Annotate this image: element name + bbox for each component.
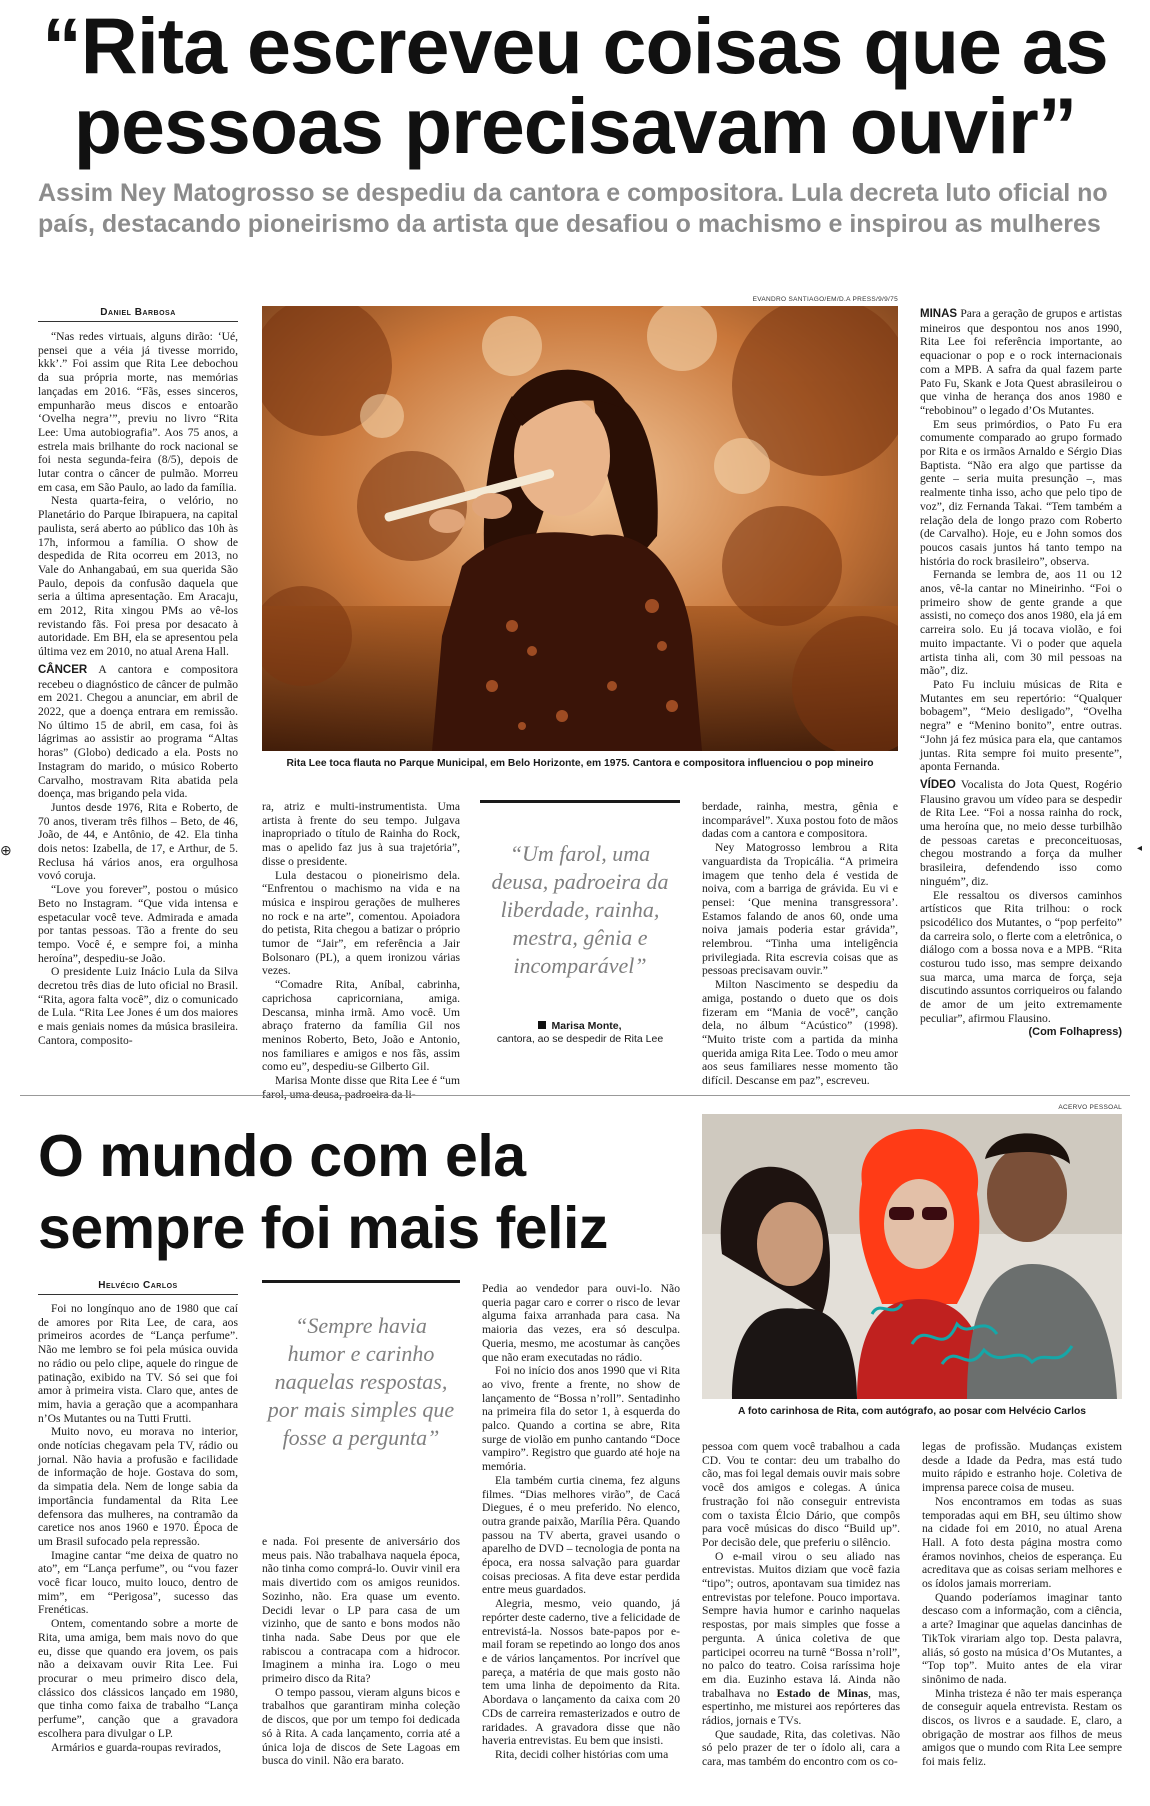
paragraph: O presidente Luiz Inácio Lula da Silva decretou três dias de luto oficial no Brasil. “Rita, agora falta você”, diz o comunicado de Lula. “Rita Lee Jones é um dos maiores e mais geniais nomes da música brasileira. Cantora, composito- — [38, 965, 238, 1047]
quote-author: Marisa Monte, — [538, 1020, 621, 1032]
paragraph: Quando poderíamos imaginar tanto descaso com a informação, com a ciência, a arte? Imaginar que aquelas dancinhas de TikTok virariam algo top. Desta palavra, aliás, só gosto na música d’Os Mutantes, a “Top top”. Muito antes de ela virar sinônimo de nada. — [922, 1590, 1122, 1686]
paragraph: O e-mail virou o seu aliado nas entrevistas. Muitos diziam que você fazia “tipo”; outros, apontavam sua timidez nas entrevistas por telefone. Pouco importava. Sempre havia humor e carinho naquelas respostas, por mais simples que fosse a pergunta. A única coletiva de que participei ocorreu na turnê “Bossa n’roll”, no palco do teatro. Coisa raríssima hoje em dia. Euzinho estava lá. Ainda não trabalhava no Estado de Minas, mas, espertinho, me misturei aos repórteres das rádios, jornais e TVs. — [702, 1549, 900, 1728]
paragraph: Lula destacou o pioneirismo dela. “Enfrentou o machismo na vida e na música e inspirou gerações de mulheres no rock e na arte”, comentou. Apoiadora do petista, Rita chegou a batizar o próprio tumor de “Jair”, em referência a Jair Bolsonaro (PL), a quem ironizou várias vezes. — [262, 868, 460, 978]
main-column-2 — [262, 800, 460, 1101]
section-kicker: VÍDEO — [920, 778, 956, 791]
main-column-5 — [920, 307, 1122, 1039]
newspaper-name: Estado de Minas — [776, 1686, 869, 1700]
main-headline: “Rita escreveu coisas que as pessoas precisavam ouvir” — [42, 1, 1108, 170]
paragraph: Armários e guarda-roupas revirados, — [51, 1740, 221, 1754]
paragraph: Alegria, mesmo, veio quando, já repórter deste caderno, tive a felicidade de entrevistá-la. Nossos bate-papos por e-mail foram se repetindo ao longo dos anos e de vários lançamentos. Por incrível que pareça, a matéria de que mais gosto não tem uma linha de depoimento da Rita. Abordava o lançamento da caixa com 20 CDs de carreira remasterizados e outro de raridades. A gravadora disse que não haveria entrevistas. Eu bem que insisti. — [482, 1597, 680, 1748]
section-kicker: MINAS — [920, 308, 958, 320]
paragraph: Ele ressaltou os diversos caminhos artísticos que Rita trilhou: o rock psicodélico dos Mutantes, o “pop perfeito” da carreira solo, o flerte com a eletrônica, o diálogo com a bossa nova e a MPB. “Rita costurou tudo isso, mas sempre deixando sua marca, uma marca de força, seja discutindo assuntos corriqueiros ou falando de amor de um jeito extremamente peculiar”, afirmou Flausino. — [920, 888, 1122, 1025]
paragraph: legas de profissão. Mudanças existem desde a Idade da Pedra, mas está tudo muito rápido e estranho hoje. Coletiva de imprensa parece coisa de museu. — [922, 1440, 1122, 1495]
main-column-1 — [38, 330, 238, 1048]
pull-quote-attribution — [482, 1020, 678, 1046]
second-column-1 — [38, 1302, 238, 1754]
paragraph: berdade, rainha, mestra, gênia e incomparável”. Xuxa postou foto de mãos dadas com a cantora e compositora. — [702, 800, 898, 841]
paragraph: Pedia ao vendedor para ouvi-lo. Não queria pagar caro e correr o risco de levar alguma faixa arranhada para casa. Na maioria das vezes, era só desculpa. Queria, mesmo, me acostumar às canções que não eram executadas no rádio. — [482, 1282, 680, 1364]
second-headline: O mundo com ela sempre foi mais feliz — [38, 1123, 608, 1261]
paragraph: Em seus primórdios, o Pato Fu era comumente comparado ao grupo formado por Rita e os irmãos Arnaldo e Sérgio Dias Baptista. “Não era algo que partisse da gente – seria muita presunção –, mas realmente tinha isso, acho que pelo tipo de voz”, diz Fernanda Takai. “Tem também a relação dela de longo prazo com Roberto (de Carvalho). Hoje, eu e John somos dos poucos casais juntos há tanto tempo na história do rock brasileiro”, observa. — [920, 417, 1122, 568]
paragraph: Foi no início dos anos 1990 que vi Rita ao vivo, frente a frente, no show de lançamento de “Bossa n’roll”. Sentadinho na primeira fila do setor 1, à esquerda do palco. Quando a cortina se abre, Rita surge de violão em punho cantando “Doce vampiro”. Registro que guardo até hoje na memória. — [482, 1364, 680, 1474]
pull-quote-rule — [480, 800, 680, 803]
photo-caption: A foto carinhosa de Rita, com autógrafo, ao posar com Helvécio Carlos — [737, 1406, 1087, 1417]
pull-quote-rule — [262, 1280, 460, 1283]
paragraph: Rita, decidi colher histórias com uma — [495, 1747, 669, 1761]
paragraph: Imagine cantar “me deixa de quatro no ato”, em “Lança perfume”, ou “vou fazer você ficar louco, muito louco, dentro de mim”, em “Perigosa”, sucesso das Frenéticas. — [38, 1548, 238, 1617]
quote-author-desc: cantora, ao se despedir de Rita Lee — [496, 1033, 664, 1045]
paragraph: “Love you forever”, postou o músico Beto no Instagram. “Que vida intensa e espetacular você teve. Admirada e amada por tantas pessoas. Tão a frente do seu tempo. Você é, e sempre foi, a minha heroína”, despediu-se João. — [38, 883, 238, 965]
paragraph: ra, atriz e multi-instrumentista. Uma artista à frente do seu tempo. Julgava inapropriado o título de Rainha do Rock, mas o apelido faz jus à sua trajetória”, disse o presidente. — [262, 800, 460, 868]
paragraph: Nos encontramos em todas as suas temporadas aqui em BH, seu último show na cidade foi em 2010, no atual Arena Hall. A foto desta página mostra como éramos novinhos, cheios de esperança. Eu acreditava que as coisas seriam melhores e os ídolos jamais morreriam. — [922, 1494, 1122, 1591]
rita-flute-photo — [262, 306, 898, 751]
second-column-4 — [702, 1440, 900, 1769]
main-byline: Daniel Barbosa — [38, 307, 238, 322]
paragraph: “Comadre Rita, Aníbal, cabrinha, caprichosa capricorniana, amiga. Descansa, minha irmã. Amo você. Um abraço fraterno da família Gil nos meninos Roberto, Beto, João e Antonio, nos familiares e amigos e nos fãs, assim como eu”, despediu-se Gilberto Gil. — [262, 978, 460, 1074]
second-byline: Helvécio Carlos — [38, 1280, 238, 1295]
registration-mark-icon: ⊕ — [0, 844, 12, 859]
photo-caption: Rita Lee toca flauta no Parque Municipal, em Belo Horizonte, em 1975. Cantora e compositora influenciou o pop mineiro — [286, 758, 874, 769]
paragraph: MINAS Para a geração de grupos e artistas mineiros que despontou nos anos 1990, Rita Lee foi referência importante, ao equacionar o pop e o rock internacionais com a MPB. A safra da qual fazem parte Pato Fu, Skank e Jota Quest abrasileirou o que vinha de herança dos anos 1980 e “rebobinou” o legado d’Os Mutantes. — [920, 307, 1122, 417]
photo-illustration — [702, 1114, 1122, 1399]
photo-illustration — [262, 306, 898, 751]
agency-credit: (Com Folhapress) — [1028, 1025, 1122, 1038]
section-divider — [20, 1095, 1130, 1096]
paragraph: Nesta quarta-feira, o velório, no Planetário do Parque Ibirapuera, na capital paulista, será aberto ao público das 10h às 17h, informou a família. O show de despedida de Rita ocorreu em 2013, no Vale do Anhangabaú, em sua querida São Paulo, depois da confusão daquela que seria a última apresentação. Em Aracaju, em 2012, Rita xingou PMs ao vê-los revistando fãs. Foi presa por desacato à autoridade. Em BH, ela se apresentou pela última vez em 2010, no atual Arena Hall. — [38, 494, 238, 659]
photo-credit: EVANDRO SANTIAGO/EM/D.A PRESS/9/9/75 — [752, 296, 898, 303]
photo-credit: ACERVO PESSOAL — [1058, 1104, 1122, 1111]
paragraph: Minha tristeza é não ter mais esperança de conseguir aquela entrevista. Restam os discos, os livros e a saudade. E, claro, a obrigação de mostrar aos filhos de meus amigos que o mundo com Rita Lee sempre foi mais feliz. — [922, 1686, 1122, 1769]
second-column-3 — [482, 1282, 680, 1762]
paragraph: pessoa com quem você trabalhou a cada CD. Vou te contar: deu um trabalho do cão, mas foi legal demais ouvir mais sobre você dos amigos e colegas. A única frustração foi não conseguir entrevista com o taxista Élcio Dário, que compôs para você músicas do disco “Build up”. Por decisão dele, que preferiu o silêncio. — [702, 1440, 900, 1549]
paragraph: VÍDEO Vocalista do Jota Quest, Rogério Flausino gravou um vídeo para se despedir de Rita Lee. “Foi a nossa rainha do rock, uma heroína que, no meio desse turbilhão de pessoas caretas e preconceituosas, chegou mostrando a força da mulher brasileira, defendendo isso como ninguém”, diz. — [920, 777, 1122, 888]
paragraph: Foi no longínquo ano de 1980 que caí de amores por Rita Lee, de cara, aos primeiros acordes de “Lança perfume”. Não me lembro se foi pela música ouvida no rádio ou pelo clipe, aquele do ringue de patinação, exibido na TV. Só sei que foi amor à primeira vista. Claro que, antes de mim, havia a geração que a acompanhara n’Os Mutantes ou na Tutti Frutti. — [38, 1302, 238, 1425]
main-subheadline: Assim Ney Matogrosso se despediu da cantora e compositora. Lula decreta luto oficial no país, destacando pioneirismo da artista que desafiou o machismo e inspirou as mulheres — [38, 179, 1108, 238]
paragraph: Pato Fu incluiu músicas de Rita e Mutantes em seu repertório: “Qualquer bobagem”, “Meio desligado”, “Ovelha negra” e “Menino bonito”, entre outras. “John já fez música para ela, que cantamos juntas. Rita sempre foi muito presente”, aponta Fernanda. — [920, 677, 1122, 774]
paragraph: Marisa Monte disse que Rita Lee é “um farol, uma deusa, padroeira da li- — [262, 1074, 460, 1101]
paragraph: Muito novo, eu morava no interior, onde notícias chegavam pela TV, rádio ou jornal. Não havia a profusão e facilidade de informação de hoje. Gostava do som, da simpatia dela. Nem de longe sabia da importância fundamental da Rita Lee defensora das mulheres, na contramão da caretice nos anos 1960 e 1970. Época de um Brasil sufocado pela repressão. — [38, 1425, 238, 1548]
paragraph: “Nas redes virtuais, alguns dirão: ‘Ué, pensei que a véia já tivesse morrido, kkk’.” Foi assim que Rita Lee debochou da sua própria morte, nas memórias lançadas em 2016. “Fãs, esses sinceros, empunharão meus discos e entoarão ‘Ovelha negra’”, previu no livro “Rita Lee: Uma autobiografia”. Aos 75 anos, a estrela mais brilhante do rock nacional se foi nesta segunda-feira (8/5), depois de lutar contra o câncer de pulmão. Morreu em casa, em São Paulo, ao lado da família. — [38, 330, 238, 494]
paragraph: Juntos desde 1976, Rita e Roberto, de 70 anos, tiveram três filhos – Beto, de 46, João, de 44, e Antônio, de 42. Ela tinha dois netos: Izabella, de 17, e Arthur, de 5. Reclusa há vários anos, era orgulhosa vovó coruja. — [38, 800, 238, 883]
paragraph: e nada. Foi presente de aniversário dos meus pais. Não trabalhava naquela época, não tinha como comprá-lo. Ouvir vinil era mais divertido com os amigos reunidos. Sozinho, não. Era quase um evento. Decidi levar o LP para casa de um vizinho, que de santo e bons modos não tinha nada. Sabe Deus por que ele rabiscou a contracapa com a hidrocor. Imaginem a minha ira. Logo o meu primeiro disco da Rita? — [262, 1535, 460, 1686]
paragraph: CÂNCER A cantora e compositora recebeu o diagnóstico de câncer de pulmão em 2021. Chegou a anunciar, em abril de 2022, que a doença entrara em remissão. No último 15 de abril, em casa, foi às lágrimas ao assistir ao programa “Altas horas” (Globo) dedicado a ela. Posts no Instagram do marido, o músico Roberto Carvalho, mostravam Rita abatida pela doença, mas brigando pela vida. — [38, 662, 239, 801]
second-column-2 — [262, 1535, 460, 1768]
second-column-5 — [922, 1440, 1122, 1769]
paragraph: Ela também curtia cinema, fez alguns filmes. “Dias melhores virão”, de Cacá Diegues, é o meu preferido. No elenco, outra grande paixão, Marília Pêra. Quando passou na TV aberta, gravei usando o aparelho de DVD – tecnologia de ponta na época, era nossa salvação para guardar coisas preciosas. A fita deve estar perdida entre meus guardados. — [482, 1473, 680, 1597]
paragraph: Fernanda se lembra de, aos 11 ou 12 anos, vê-la cantar no Mineirinho. “Foi o primeiro show de gente grande a que assisti, no começo dos anos 1980, ela já em carreira solo. Eu já tocava violão, e foi muito impactante. Vi o poder que aquela artista tinha ali, com 30 mil pessoas na mão”, diz. — [920, 568, 1122, 678]
paragraph: Ney Matogrosso lembrou a Rita vanguardista da Tropicália. “A primeira imagem que tenho dela é vestida de noiva, com a barriga de grávida. Eu vi e pensei: ‘Que menina transgressora’. Estamos falando de anos 60, onde uma noiva jamais poderia estar grávida”, relembrou. “Tinha uma inteligência privilegiada. Rita escrevia coisas que as pessoas precisavam ouvir.” — [702, 841, 898, 978]
autograph-photo — [702, 1114, 1122, 1399]
paragraph: O tempo passou, vieram alguns bicos e trabalhos que garantiram minha coleção de discos, que por um tempo foi dedicada só à Rita. A cada lançamento, corria até a única loja de discos de Sete Lagoas em busca do vinil. Não era barato. — [262, 1685, 460, 1768]
paragraph: Ontem, comentando sobre a morte de Rita, uma amiga, bem mais novo do que eu, disse que quando era jovem, os pais não a deixavam ouvir Rita Lee. Fui procurar o meu primeiro disco dela, clássico dos clássicos lançado em 1980, que tinha como faixa de trabalho “Lança perfume”, canção que a gravadora escolhera para divulgar o LP. — [38, 1617, 238, 1740]
paragraph: Que saudade, Rita, das coletivas. Não só pelo prazer de ter o ídolo ali, cara a cara, mas também do encontro com os co- — [702, 1727, 900, 1769]
section-kicker: CÂNCER — [38, 663, 88, 676]
registration-mark-icon: ◂ — [1137, 843, 1143, 854]
pull-quote: “Sempre havia humor e carinho naquelas respostas, por mais simples que fosse a pergunta” — [267, 1313, 455, 1450]
main-column-4 — [702, 800, 898, 1088]
paragraph: Milton Nascimento se despediu da amiga, postando o dueto que os dois fizeram em “Mania de você”, canção dela, no álbum “Acústico” (1998). “Muito triste com a partida da minha querida amiga Rita Lee. Todo o meu amor aos seus familiares nesse momento tão difícil. Descanse em paz”, escreveu. — [702, 978, 899, 1088]
pull-quote: “Um farol, uma deusa, padroeira da liberdade, rainha, mestra, gênia e incomparável” — [491, 841, 669, 978]
